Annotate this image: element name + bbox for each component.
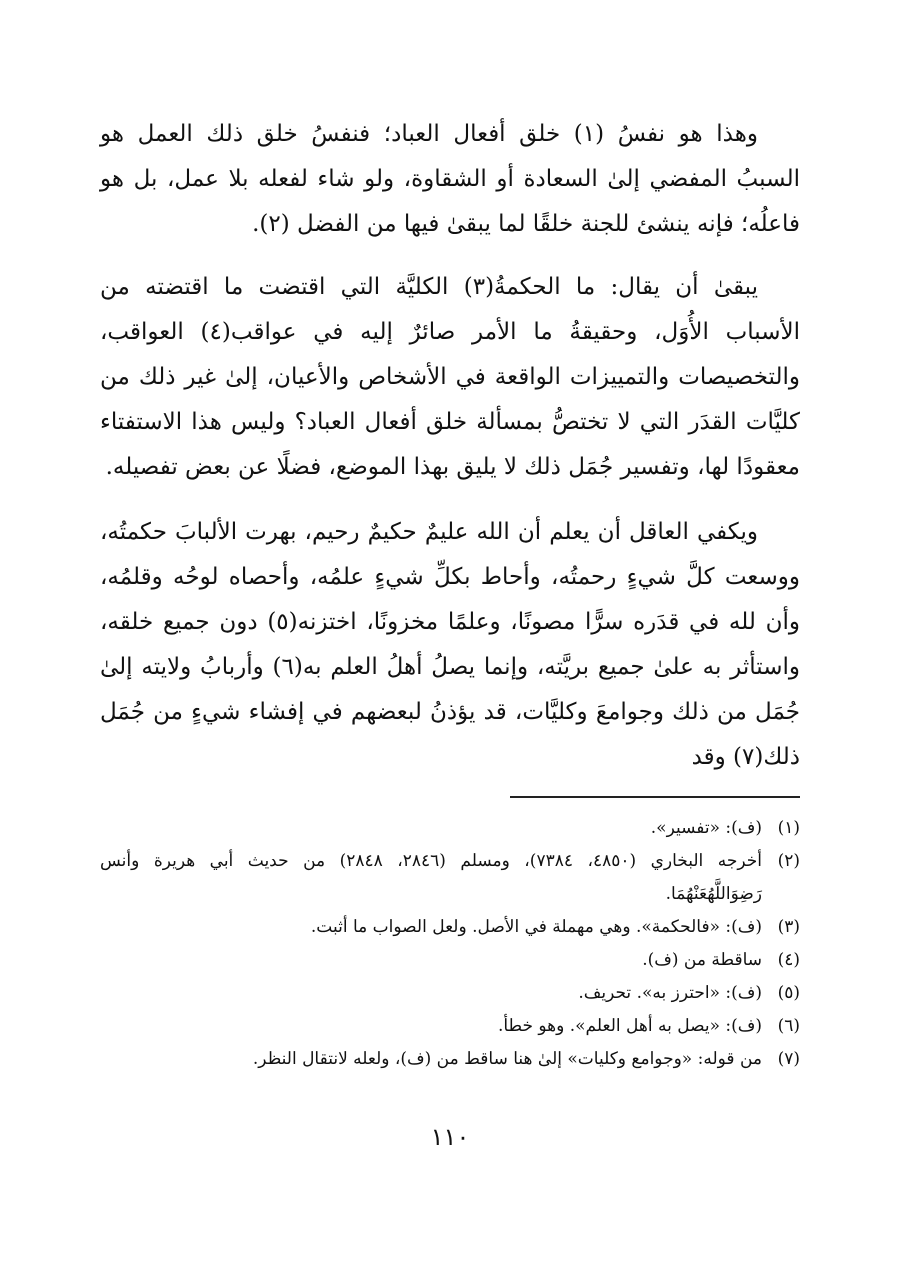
body-paragraph-1	[100, 112, 800, 247]
paragraph-text: ويكفي العاقل أن يعلم أن الله عليمٌ حكيمٌ رحيم، بهرت الألبابَ حكمتُه، ووسعت كلَّ شيءٍ رحمتُه، وأحاط بكلِّ شيءٍ علمُه، وأحصاه لوحُه وقلمُه، وأن لله في قدَره سرًّا مصونًا، وعلمًا مخزونًا، اختزنه(٥) دون جميع خلقه، واستأثر به علىٰ جميع بريَّته، وإنما يصلُ أهلُ العلم به(٦) وأربابُ ولايته إلىٰ جُمَل من ذلك وجوامعَ وكليَّات، قد يؤذنُ لبعضهم في إفشاء شيءٍ من جُمَل ذلك(٧) وقد	[100, 519, 800, 770]
footnote-item	[100, 944, 800, 977]
footnote-item	[100, 1010, 800, 1043]
footnotes-list	[100, 812, 800, 1076]
footnote-number: (٤)	[777, 950, 800, 970]
page-number: ١١٠	[430, 1123, 470, 1151]
footnote-number: (٢)	[777, 851, 800, 871]
footnote-number: (٥)	[777, 983, 800, 1003]
footnote-item	[100, 911, 800, 944]
body-paragraph-2	[100, 265, 800, 490]
paragraph-text: يبقىٰ أن يقال: ما الحكمةُ(٣) الكليَّة التي اقتضت ما اقتضته من الأسباب الأُوَل، وحقيقةُ ما الأمر صائرٌ إليه في عواقب(٤) العواقب، والتخصيصات والتمييزات الواقعة في الأشخاص والأعيان، إلىٰ غير ذلك من كليَّات القدَر التي لا تختصُّ بمسألة خلق أفعال العباد؟ وليس هذا الاستفتاء معقودًا لها، وتفسير جُمَل ذلك لا يليق بهذا الموضع، فضلًا عن بعض تفصيله.	[100, 274, 800, 480]
footnote-item	[100, 1043, 800, 1076]
footnote-text: (ف): «تفسير».	[650, 818, 762, 838]
body-paragraph-3	[100, 510, 800, 780]
footnote-item	[100, 812, 800, 845]
footnote-text: ساقطة من (ف).	[642, 950, 762, 970]
footnote-text: أخرجه البخاري (٤٨٥٠، ٧٣٨٤)، ومسلم (٢٨٤٦، ٢٨٤٨) من حديث أبي هريرة وأنس رَضِوَاللَّهُعَنْهُمَا.	[100, 851, 762, 904]
footnote-text: (ف): «احترز به». تحريف.	[578, 983, 762, 1003]
footnote-number: (٧)	[777, 1049, 800, 1069]
footnote-text: (ف): «يصل به أهل العلم». وهو خطأ.	[497, 1016, 762, 1036]
footnote-separator	[510, 796, 800, 798]
footnote-item	[100, 977, 800, 1010]
footnote-text: (ف): «فالحكمة». وهي مهملة في الأصل. ولعل الصواب ما أثبت.	[310, 917, 762, 937]
footnote-text: من قوله: «وجوامع وكليات» إلىٰ هنا ساقط من (ف)، ولعله لانتقال النظر.	[252, 1049, 762, 1069]
footnote-number: (٣)	[777, 917, 800, 937]
paragraph-text: وهذا هو نفسُ (١) خلق أفعال العباد؛ فنفسُ خلق ذلك العمل هو السببُ المفضي إلىٰ السعادة أو الشقاوة، ولو شاء لفعله بلا عمل، بل هو فاعلُه؛ فإنه ينشئ للجنة خلقًا لما يبقىٰ فيها من الفضل (٢).	[100, 121, 800, 237]
footnote-number: (٦)	[777, 1016, 800, 1036]
footnote-item	[100, 845, 800, 911]
footnote-number: (١)	[777, 818, 800, 838]
